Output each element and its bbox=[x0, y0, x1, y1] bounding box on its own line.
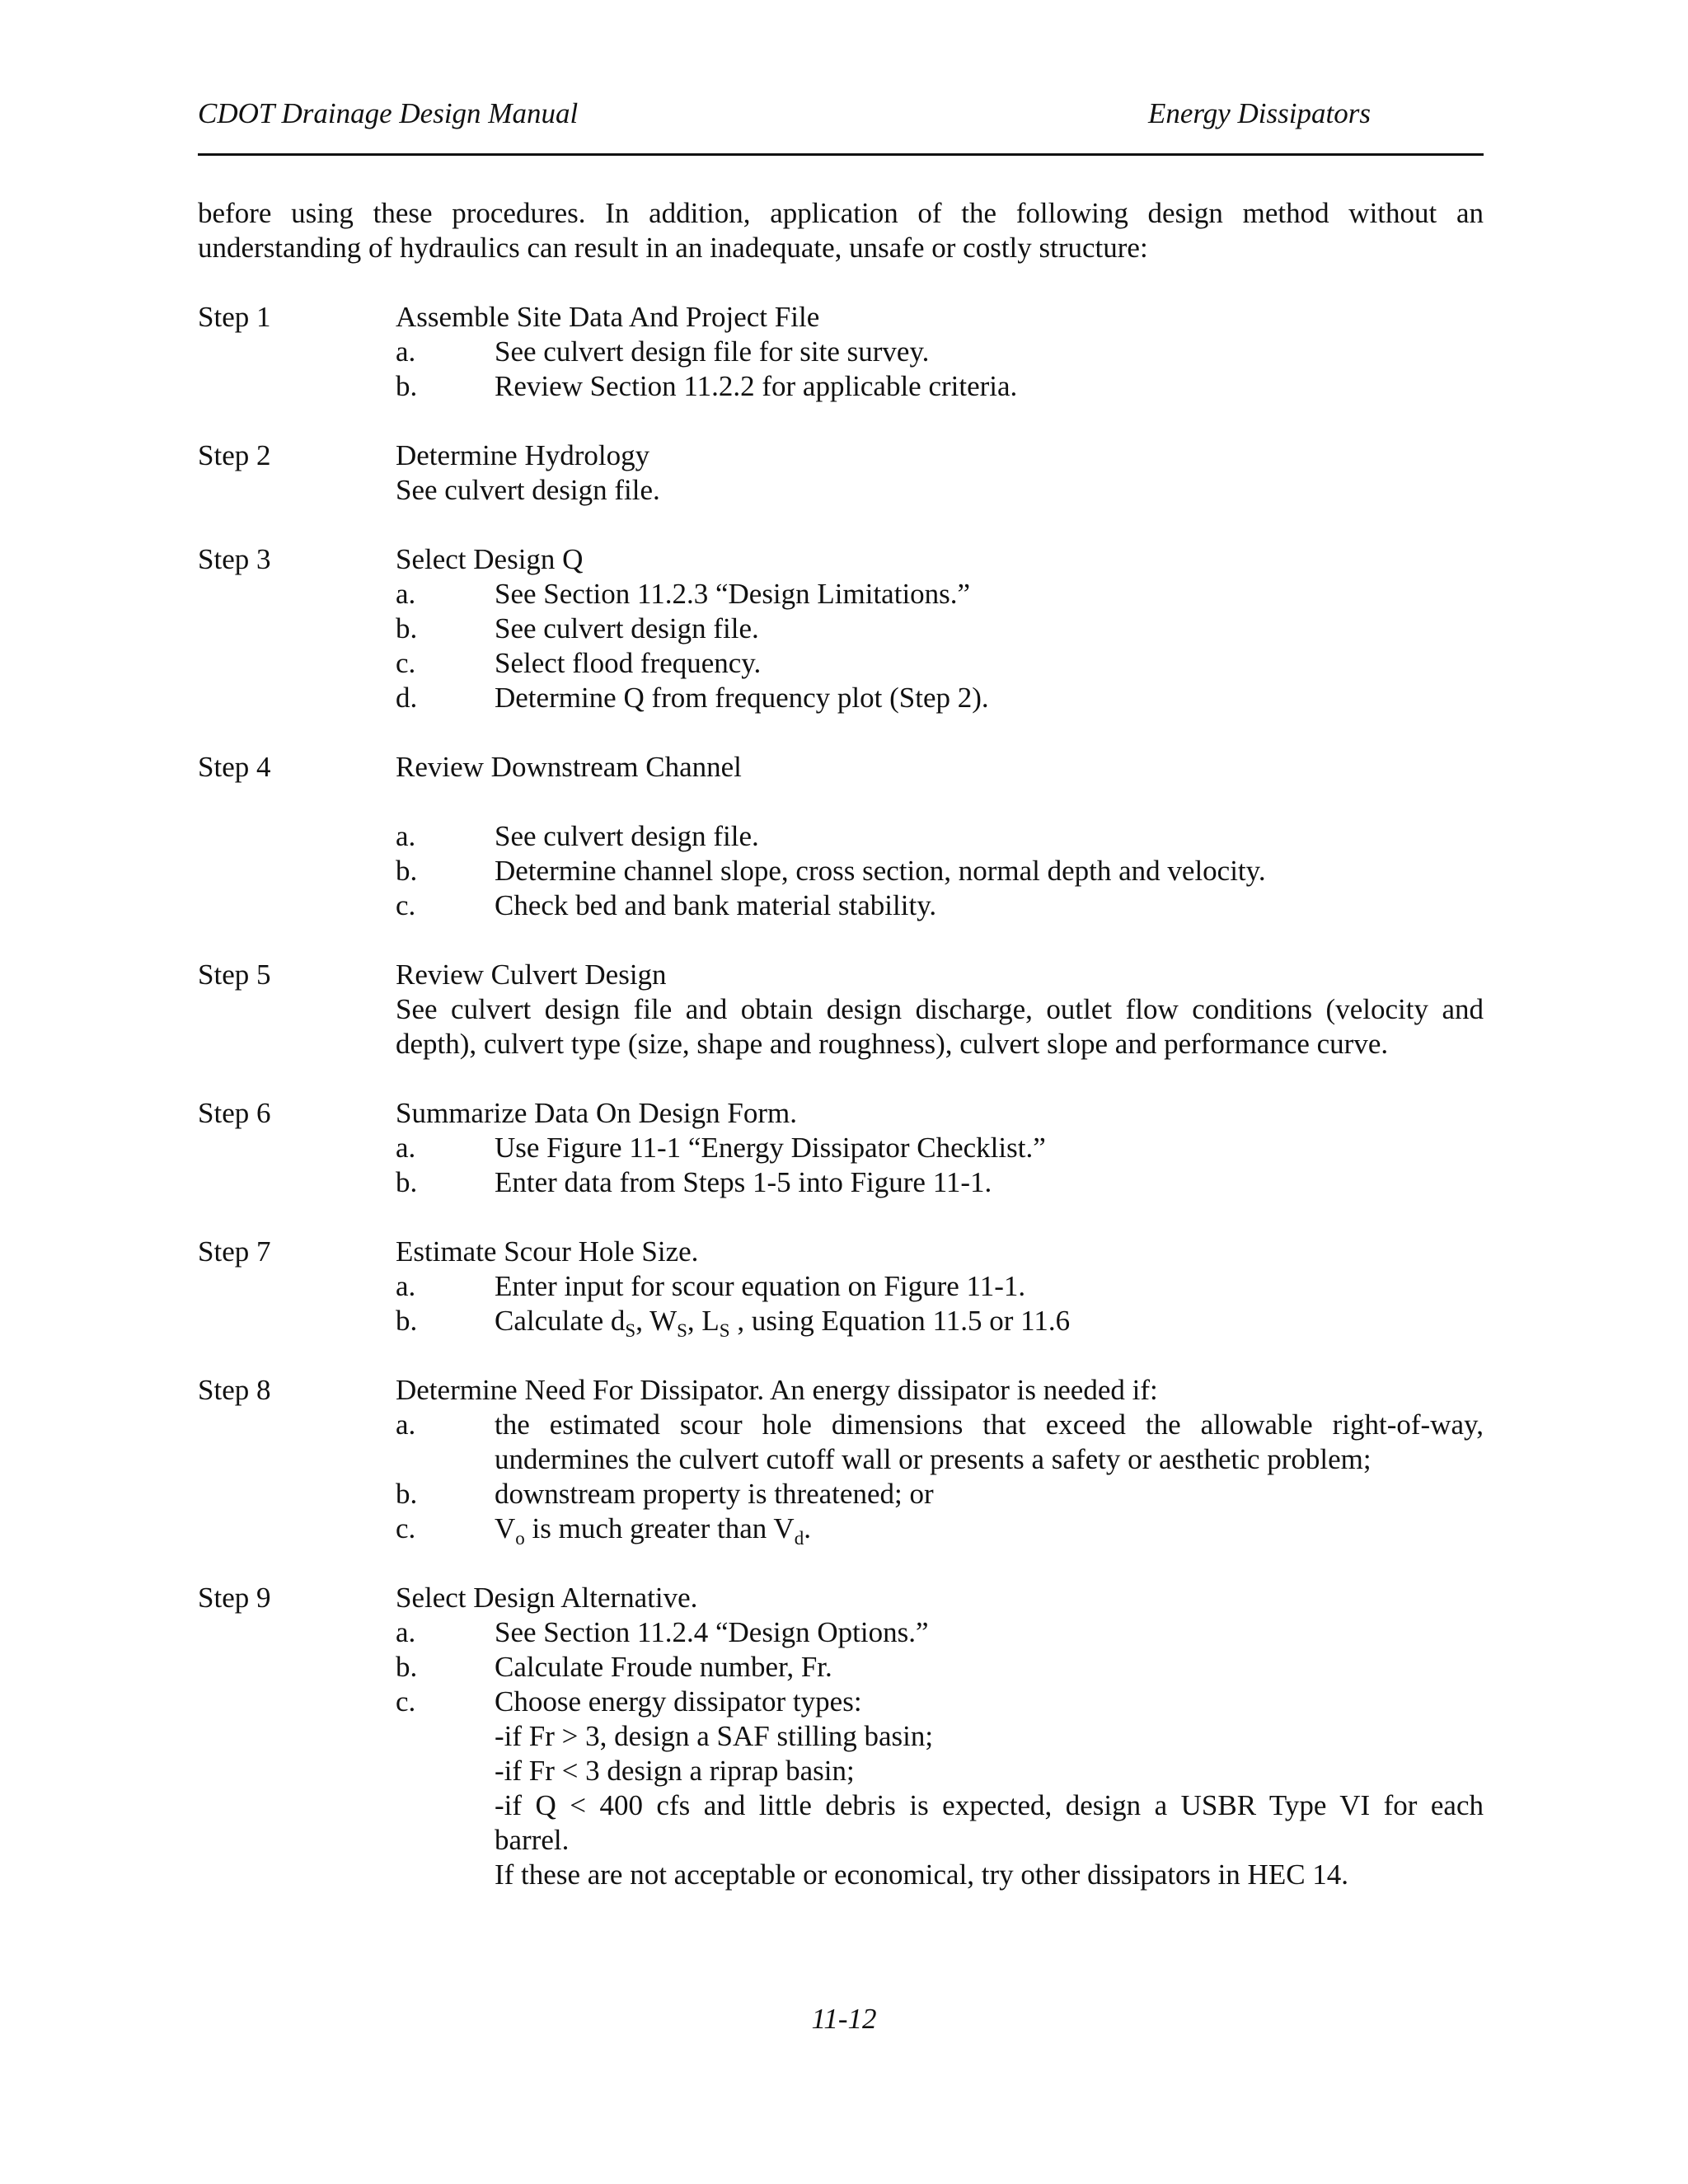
item-line: undermines the culvert cutoff wall or presents a safety or aesthetic problem; bbox=[495, 1443, 1372, 1475]
step-body bbox=[396, 300, 1484, 404]
manual-title: CDOT Drainage Design Manual bbox=[198, 97, 579, 129]
list-item bbox=[396, 681, 1484, 715]
list-item bbox=[396, 1650, 1484, 1685]
item-text: Use Figure 11-1 “Energy Dissipator Checklist.” bbox=[495, 1132, 1046, 1164]
item-line: -if Fr > 3, design a SAF stilling basin; bbox=[495, 1720, 934, 1752]
item-text: See Section 11.2.3 “Design Limitations.” bbox=[495, 578, 971, 610]
item-line: the estimated scour hole dimensions that exceed the allowable right-of-way, bbox=[495, 1408, 1484, 1441]
item-marker: b. bbox=[396, 370, 418, 402]
text-run: Calculate d bbox=[495, 1305, 626, 1337]
list-item bbox=[396, 1685, 1484, 1892]
text-run: , using Equation 11.5 or 11.6 bbox=[729, 1305, 1071, 1337]
intro-line: before using these procedures. In addition, application of the following design method without an bbox=[198, 197, 1484, 229]
step-1 bbox=[198, 300, 1484, 404]
list-item bbox=[396, 369, 1484, 404]
step-body bbox=[396, 1235, 1484, 1341]
step-9 bbox=[198, 1581, 1484, 1892]
page-number: 11-12 bbox=[811, 2003, 877, 2035]
step-body bbox=[396, 1373, 1484, 1549]
item-marker: a. bbox=[396, 1616, 416, 1648]
item-text: See culvert design file for site survey. bbox=[495, 335, 930, 368]
item-marker: c. bbox=[396, 647, 416, 679]
list-item bbox=[396, 1131, 1484, 1165]
list-item bbox=[396, 1269, 1484, 1304]
item-line: -if Q < 400 cfs and little debris is expected, design a USBR Type VI for each bbox=[495, 1789, 1484, 1821]
step-6 bbox=[198, 1096, 1484, 1200]
step-8 bbox=[198, 1373, 1484, 1549]
step-body bbox=[396, 1096, 1484, 1200]
list-item bbox=[396, 1477, 1484, 1511]
item-text bbox=[495, 1511, 1484, 1549]
item-marker: b. bbox=[396, 1478, 418, 1510]
subscript: S bbox=[719, 1320, 730, 1341]
intro-paragraph bbox=[198, 196, 1484, 265]
text-run: , W bbox=[635, 1305, 678, 1337]
item-marker: a. bbox=[396, 578, 416, 610]
item-marker: a. bbox=[396, 1408, 416, 1441]
step-text: See culvert design file. bbox=[396, 474, 660, 506]
text-run: V bbox=[495, 1512, 516, 1544]
step-title: Select Design Q bbox=[396, 543, 584, 575]
list-item bbox=[396, 819, 1484, 854]
blank-line bbox=[396, 785, 1484, 819]
step-7 bbox=[198, 1235, 1484, 1341]
item-marker: b. bbox=[396, 1305, 418, 1337]
step-label: Step 8 bbox=[198, 1374, 271, 1406]
text-run: , L bbox=[687, 1305, 720, 1337]
item-text bbox=[495, 1408, 1484, 1477]
step-label: Step 3 bbox=[198, 543, 271, 575]
item-text: Review Section 11.2.2 for applicable criteria. bbox=[495, 370, 1018, 402]
step-body bbox=[396, 1581, 1484, 1892]
page-header bbox=[198, 97, 1484, 147]
list-item bbox=[396, 1408, 1484, 1477]
item-line: -if Fr < 3 design a riprap basin; bbox=[495, 1755, 855, 1787]
item-text: downstream property is threatened; or bbox=[495, 1478, 934, 1510]
item-text: See Section 11.2.4 “Design Options.” bbox=[495, 1616, 929, 1648]
step-title: Determine Hydrology bbox=[396, 439, 650, 471]
item-text: Determine Q from frequency plot (Step 2). bbox=[495, 682, 989, 714]
list-item bbox=[396, 646, 1484, 681]
list-item bbox=[396, 854, 1484, 888]
item-text: Calculate Froude number, Fr. bbox=[495, 1651, 832, 1683]
header-rule bbox=[198, 153, 1484, 156]
item-marker: b. bbox=[396, 612, 418, 644]
item-marker: c. bbox=[396, 1512, 416, 1544]
item-line: Choose energy dissipator types: bbox=[495, 1685, 862, 1718]
item-text: Enter data from Steps 1-5 into Figure 11-1. bbox=[495, 1166, 992, 1198]
subscript: d bbox=[794, 1528, 804, 1549]
step-label: Step 7 bbox=[198, 1235, 271, 1268]
step-label: Step 2 bbox=[198, 439, 271, 471]
item-marker: a. bbox=[396, 1132, 416, 1164]
step-5 bbox=[198, 958, 1484, 1062]
list-item bbox=[396, 1165, 1484, 1200]
item-line: If these are not acceptable or economical, try other dissipators in HEC 14. bbox=[495, 1858, 1349, 1891]
intro-line: understanding of hydraulics can result in an inadequate, unsafe or costly structure: bbox=[198, 232, 1148, 264]
step-label: Step 6 bbox=[198, 1097, 271, 1129]
step-title: Estimate Scour Hole Size. bbox=[396, 1235, 699, 1268]
subscript: o bbox=[515, 1528, 525, 1549]
item-text: Select flood frequency. bbox=[495, 647, 762, 679]
list-item bbox=[396, 1615, 1484, 1650]
item-marker: a. bbox=[396, 1270, 416, 1302]
step-label: Step 5 bbox=[198, 958, 271, 991]
item-text: Check bed and bank material stability. bbox=[495, 889, 937, 921]
page-body bbox=[198, 196, 1484, 1927]
step-title: Assemble Site Data And Project File bbox=[396, 301, 820, 333]
step-label: Step 9 bbox=[198, 1582, 271, 1614]
item-marker: c. bbox=[396, 1685, 416, 1718]
item-marker: b. bbox=[396, 855, 418, 887]
subscript: S bbox=[677, 1320, 687, 1341]
item-marker: a. bbox=[396, 820, 416, 852]
item-text bbox=[495, 1685, 1484, 1892]
item-marker: a. bbox=[396, 335, 416, 368]
step-3 bbox=[198, 542, 1484, 715]
step-text: See culvert design file and obtain design discharge, outlet flow conditions (velocity and bbox=[396, 993, 1484, 1025]
text-run: is much greater than V bbox=[524, 1512, 795, 1544]
item-text: Determine channel slope, cross section, normal depth and velocity. bbox=[495, 855, 1266, 887]
step-body bbox=[396, 750, 1484, 923]
step-body bbox=[396, 438, 1484, 508]
item-text: Enter input for scour equation on Figure 11-1. bbox=[495, 1270, 1026, 1302]
step-label: Step 4 bbox=[198, 751, 271, 783]
item-text: See culvert design file. bbox=[495, 612, 759, 644]
item-marker: b. bbox=[396, 1651, 418, 1683]
list-item bbox=[396, 888, 1484, 923]
list-item bbox=[396, 1511, 1484, 1549]
text-run: . bbox=[804, 1512, 811, 1544]
step-body bbox=[396, 958, 1484, 1062]
list-item bbox=[396, 1304, 1484, 1341]
item-marker: b. bbox=[396, 1166, 418, 1198]
step-title: Summarize Data On Design Form. bbox=[396, 1097, 797, 1129]
list-item bbox=[396, 612, 1484, 646]
step-text: depth), culvert type (size, shape and roughness), culvert slope and performance curve. bbox=[396, 1028, 1389, 1060]
step-label: Step 1 bbox=[198, 301, 271, 333]
item-marker: d. bbox=[396, 682, 418, 714]
step-title: Review Culvert Design bbox=[396, 958, 667, 991]
step-2 bbox=[198, 438, 1484, 508]
chapter-title: Energy Dissipators bbox=[1148, 97, 1371, 129]
step-body bbox=[396, 542, 1484, 715]
step-title: Determine Need For Dissipator. An energy dissipator is needed if: bbox=[396, 1374, 1158, 1406]
list-item bbox=[396, 577, 1484, 612]
item-line: barrel. bbox=[495, 1824, 570, 1856]
item-text bbox=[495, 1304, 1484, 1341]
step-title: Review Downstream Channel bbox=[396, 751, 742, 783]
list-item bbox=[396, 335, 1484, 369]
item-text: See culvert design file. bbox=[495, 820, 759, 852]
step-title: Select Design Alternative. bbox=[396, 1582, 698, 1614]
item-marker: c. bbox=[396, 889, 416, 921]
subscript: S bbox=[625, 1320, 636, 1341]
step-4 bbox=[198, 750, 1484, 923]
